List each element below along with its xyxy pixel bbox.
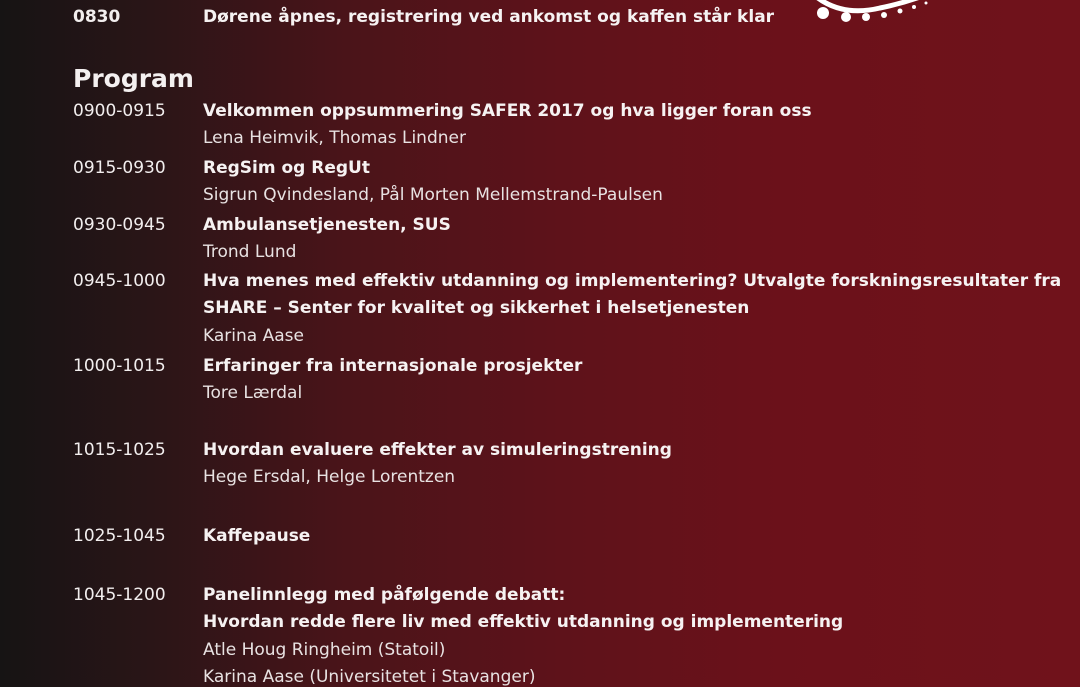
program-item-speaker: Lena Heimvik, Thomas Lindner <box>203 128 466 148</box>
program-item-title: Hva menes med effektiv utdanning og implementering? Utvalgte forskningsresultater fra <box>203 271 1062 291</box>
arrival-time: 0830 <box>73 7 121 27</box>
program-item-time: 1045-1200 <box>73 585 166 605</box>
program-item-time: 1025-1045 <box>73 526 166 546</box>
program-item-time: 1015-1025 <box>73 440 166 460</box>
program-item-speaker: Atle Houg Ringheim (Statoil) <box>203 640 446 660</box>
decorative-dots-icon <box>760 0 980 30</box>
program-item-title: Kaffepause <box>203 526 311 546</box>
program-item-time: 0915-0930 <box>73 158 166 178</box>
program-item-speaker: Karina Aase <box>203 326 304 346</box>
program-item-title: Erfaringer fra internasjonale prosjekter <box>203 356 583 376</box>
program-item-time: 0945-1000 <box>73 271 166 291</box>
program-item-time: 0900-0915 <box>73 101 166 121</box>
program-item-speaker: Karina Aase (Universitetet i Stavanger) <box>203 667 536 687</box>
program-item-speaker: Tore Lærdal <box>203 383 303 403</box>
program-item-title: Ambulansetjenesten, SUS <box>203 215 451 235</box>
program-item-time: 0930-0945 <box>73 215 166 235</box>
program-item-speaker: Trond Lund <box>203 242 297 262</box>
program-item-speaker: Hege Ersdal, Helge Lorentzen <box>203 467 456 487</box>
program-item-title: Panelinnlegg med påfølgende debatt: <box>203 585 566 605</box>
program-item-title: RegSim og RegUt <box>203 158 370 178</box>
program-item-title: SHARE – Senter for kvalitet og sikkerhet i helsetjenesten <box>203 298 750 318</box>
arrival-text: Dørene åpnes, registrering ved ankomst og kaffen står klar <box>203 7 775 27</box>
program-item-title: Velkommen oppsummering SAFER 2017 og hva ligger foran oss <box>203 101 812 121</box>
program-item-title: Hvordan redde flere liv med effektiv utdanning og implementering <box>203 612 844 632</box>
program-heading: Program <box>73 64 194 93</box>
program-item-title: Hvordan evaluere effekter av simuleringstrening <box>203 440 672 460</box>
program-item-time: 1000-1015 <box>73 356 166 376</box>
program-item-speaker: Sigrun Qvindesland, Pål Morten Mellemstrand-Paulsen <box>203 185 663 205</box>
